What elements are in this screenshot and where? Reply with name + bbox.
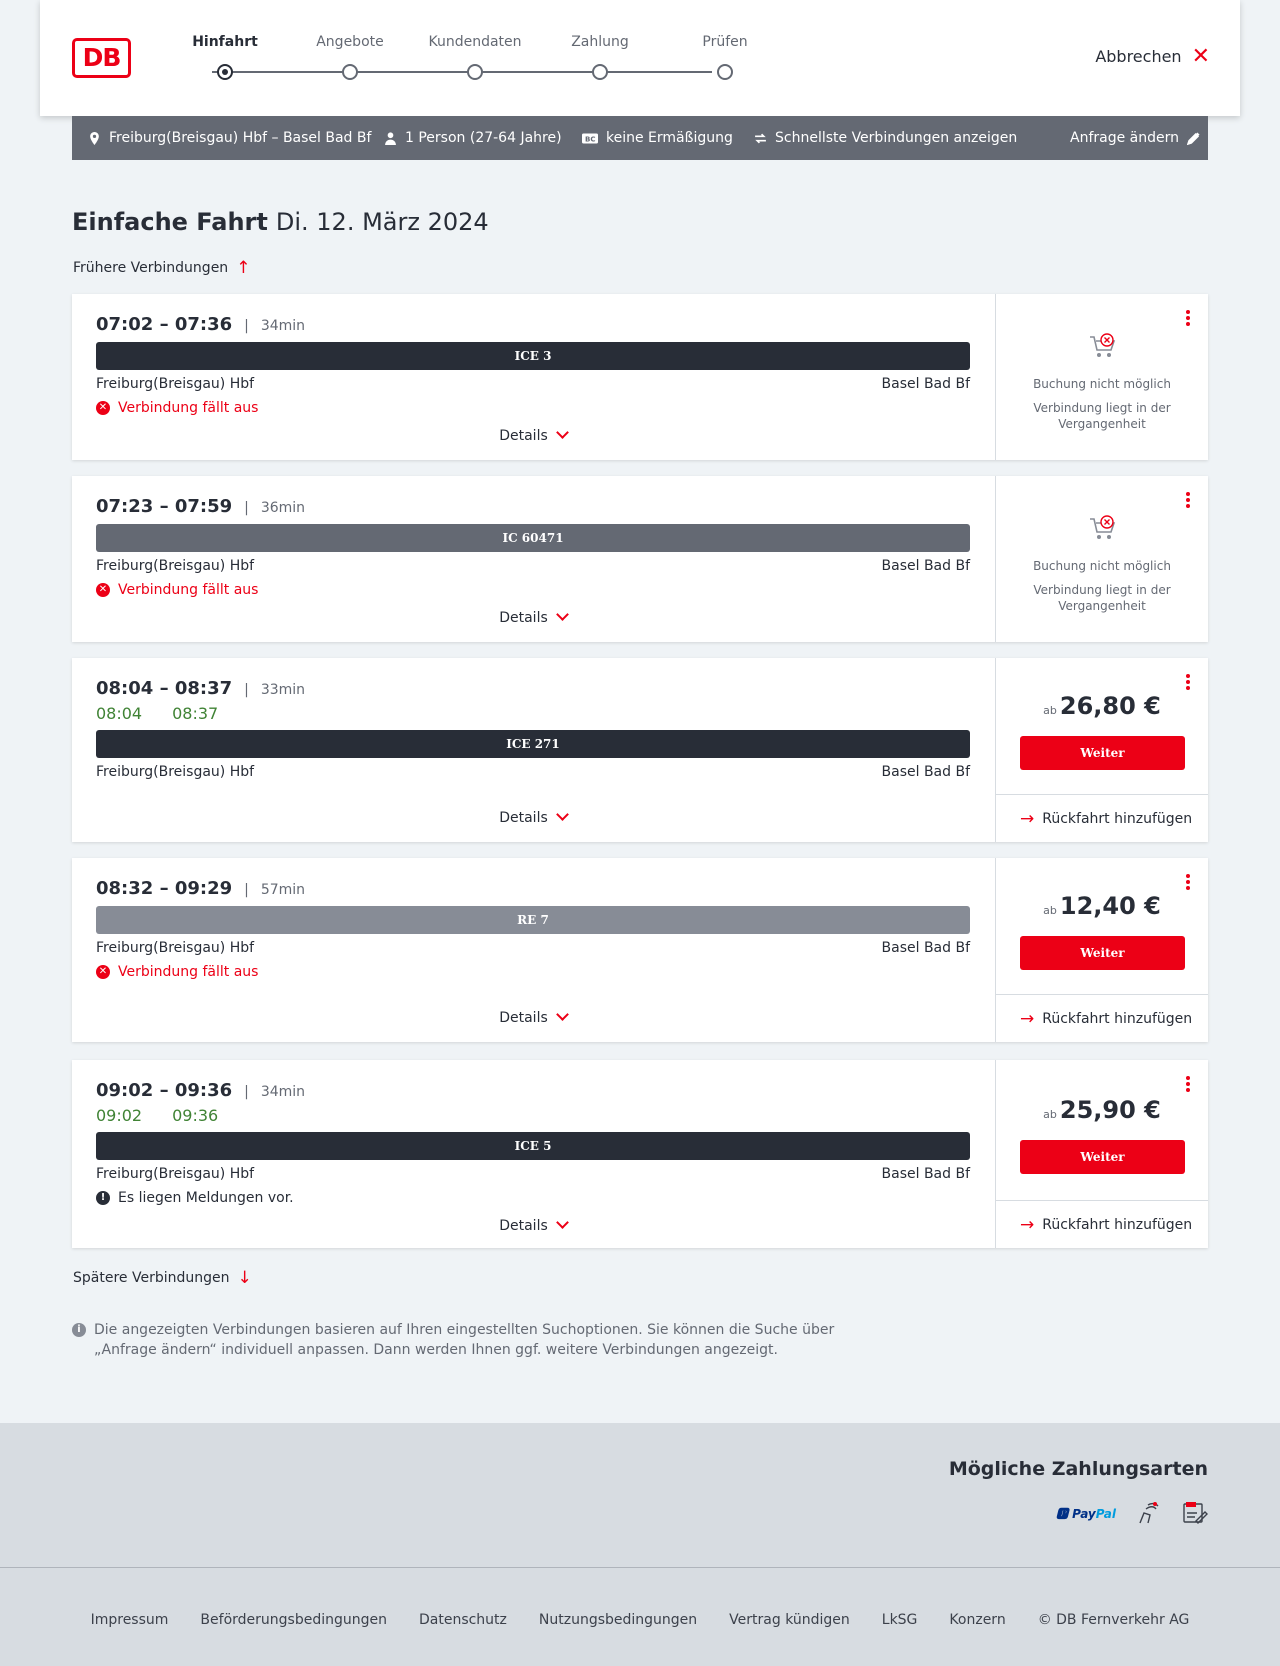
connection-info — [72, 858, 994, 1042]
connection-info — [72, 294, 994, 460]
cancellation-message: ✕ Verbindung fällt aus — [96, 400, 258, 416]
footer-link-befoerderungsbedingungen[interactable]: Beförderungsbedingungen — [200, 1612, 387, 1628]
query-bar — [72, 116, 1208, 160]
footer-copyright: © DB Fernverkehr AG — [1037, 1612, 1190, 1628]
footer-link-datenschutz[interactable]: Datenschutz — [418, 1612, 507, 1628]
chevron-down-icon — [556, 426, 569, 439]
step-zahlung: Zahlung — [545, 34, 655, 50]
add-return-trip-button[interactable]: → Rückfahrt hinzufügen — [996, 794, 1208, 842]
step-dot — [717, 64, 733, 80]
chevron-down-icon — [556, 608, 569, 621]
more-options-icon[interactable] — [1186, 674, 1190, 692]
details-toggle[interactable]: Details — [72, 428, 994, 444]
db-logo[interactable]: DB — [72, 38, 131, 78]
connection-time: 09:02 – 09:36 | 34min — [96, 1080, 306, 1101]
payment-icons — [1056, 1501, 1208, 1525]
arrow-down-icon: ↓ — [237, 1268, 252, 1288]
continue-button[interactable]: Weiter — [1020, 936, 1185, 970]
realtime-times: 08:04 08:37 — [96, 704, 219, 723]
continue-button[interactable]: Weiter — [1020, 1140, 1185, 1174]
connection-card — [72, 658, 1208, 842]
connection-card — [72, 294, 1208, 460]
arrow-right-icon: → — [1020, 1214, 1035, 1235]
train-bar: ICE 271 — [96, 730, 970, 758]
step-dot — [342, 64, 358, 80]
credit-card-contactless-icon — [1136, 1501, 1162, 1525]
footer-link-impressum[interactable]: Impressum — [90, 1612, 169, 1628]
more-options-icon[interactable] — [1186, 492, 1190, 510]
page-title: Einfache Fahrt Di. 12. März 2024 — [72, 208, 489, 236]
add-return-trip-button[interactable]: → Rückfahrt hinzufügen — [996, 1200, 1208, 1248]
progress-line — [212, 71, 712, 73]
departure-station: Freiburg(Breisgau) Hbf — [96, 940, 255, 956]
booking-panel — [995, 1060, 1208, 1248]
query-discount: BC keine Ermäßigung — [582, 130, 733, 146]
arrival-station: Basel Bad Bf — [881, 558, 970, 574]
header — [40, 0, 1240, 116]
arrival-station: Basel Bad Bf — [881, 940, 970, 956]
location-pin-icon — [88, 132, 101, 145]
price: ab 12,40 € — [1043, 892, 1161, 920]
footer-link-vertrag-kuendigen[interactable]: Vertrag kündigen — [729, 1612, 850, 1628]
arrow-right-icon: → — [1020, 808, 1035, 829]
person-icon — [384, 132, 397, 145]
step-pruefen: Prüfen — [670, 34, 780, 50]
step-dot — [217, 64, 233, 80]
train-bar: IC 60471 — [96, 524, 970, 552]
arrival-station: Basel Bad Bf — [881, 1166, 970, 1182]
details-toggle[interactable]: Details — [72, 610, 994, 626]
booking-panel — [995, 658, 1208, 842]
footer-link-konzern[interactable]: Konzern — [949, 1612, 1006, 1628]
pencil-icon — [1187, 132, 1200, 145]
booking-status: Buchung nicht möglich — [1033, 377, 1171, 391]
cancellation-message: ✕ Verbindung fällt aus — [96, 964, 258, 980]
chevron-down-icon — [556, 1008, 569, 1021]
paypal-icon: 🅿 PayPal — [1055, 1506, 1116, 1521]
arrow-right-icon: → — [1020, 1008, 1035, 1029]
departure-station: Freiburg(Breisgau) Hbf — [96, 764, 255, 780]
exclamation-icon: ! — [96, 1191, 110, 1205]
train-bar: ICE 3 — [96, 342, 970, 370]
details-toggle[interactable]: Details — [72, 1010, 994, 1026]
chevron-down-icon — [556, 808, 569, 821]
later-connections-link[interactable]: Spätere Verbindungen ↓ — [73, 1268, 252, 1288]
train-bar: RE 7 — [96, 906, 970, 934]
booking-panel — [995, 294, 1208, 460]
footer-link-lksg[interactable]: LkSG — [881, 1612, 918, 1628]
departure-station: Freiburg(Breisgau) Hbf — [96, 558, 255, 574]
progress-steps — [170, 34, 748, 84]
cancel-button[interactable]: Abbrechen ✕ — [1095, 43, 1210, 69]
more-options-icon[interactable] — [1186, 874, 1190, 892]
step-hinfahrt: Hinfahrt — [170, 34, 280, 50]
booking-panel — [995, 476, 1208, 642]
step-angebote: Angebote — [295, 34, 405, 50]
sepa-icon — [1182, 1501, 1208, 1525]
query-option: Schnellste Verbindungen anzeigen — [754, 130, 1017, 146]
details-toggle[interactable]: Details — [72, 810, 994, 826]
error-icon: ✕ — [96, 965, 110, 979]
chevron-down-icon — [556, 1216, 569, 1229]
step-kundendaten: Kundendaten — [420, 34, 530, 50]
step-dot — [467, 64, 483, 80]
more-options-icon[interactable] — [1186, 1076, 1190, 1094]
add-return-trip-button[interactable]: → Rückfahrt hinzufügen — [996, 994, 1208, 1042]
details-toggle[interactable]: Details — [72, 1218, 994, 1234]
arrow-up-icon: ↑ — [236, 258, 251, 278]
connection-info — [72, 1060, 994, 1248]
cancellation-message: ✕ Verbindung fällt aus — [96, 582, 258, 598]
footer-link-nutzungsbedingungen[interactable]: Nutzungsbedingungen — [538, 1612, 698, 1628]
booking-panel — [995, 858, 1208, 1042]
info-icon: i — [72, 1323, 86, 1337]
earlier-connections-link[interactable]: Frühere Verbindungen ↑ — [73, 258, 251, 278]
svg-text:BC: BC — [585, 135, 596, 143]
connection-info — [72, 476, 994, 642]
realtime-times: 09:02 09:36 — [96, 1106, 219, 1125]
continue-button[interactable]: Weiter — [1020, 736, 1185, 770]
connection-time: 08:04 – 08:37 | 33min — [96, 678, 306, 699]
step-dot — [592, 64, 608, 80]
footer-links — [0, 1568, 1280, 1628]
arrival-station: Basel Bad Bf — [881, 376, 970, 392]
bahncard-icon — [582, 132, 598, 145]
departure-station: Freiburg(Breisgau) Hbf — [96, 376, 255, 392]
connection-time: 07:02 – 07:36 | 34min — [96, 314, 306, 335]
connection-time: 08:32 – 09:29 | 57min — [96, 878, 306, 899]
query-persons: 1 Person (27-64 Jahre) — [384, 130, 562, 146]
payment-methods-section — [0, 1423, 1280, 1568]
departure-station: Freiburg(Breisgau) Hbf — [96, 1166, 255, 1182]
price: ab 26,80 € — [1043, 692, 1161, 720]
change-query-button[interactable]: Anfrage ändern — [1070, 130, 1200, 146]
error-icon: ✕ — [96, 401, 110, 415]
booking-reason: Verbindung liegt in der Vergangenheit — [1033, 401, 1171, 431]
cart-unavailable-icon — [1088, 332, 1118, 360]
booking-reason: Verbindung liegt in der Vergangenheit — [1033, 583, 1171, 613]
connection-card — [72, 858, 1208, 1042]
error-icon: ✕ — [96, 583, 110, 597]
query-route: Freiburg(Breisgau) Hbf – Basel Bad Bf — [88, 130, 371, 146]
info-note: i Die angezeigten Verbindungen basieren auf Ihren eingestellten Suchoptionen. Sie können die Suche über „Anfrage ändern“ individuell anpassen. Dann werden Ihnen ggf. weitere Verbindungen angezeigt. — [72, 1320, 852, 1360]
close-icon: ✕ — [1191, 43, 1210, 69]
notice-message: ! Es liegen Meldungen vor. — [96, 1190, 294, 1206]
connection-time: 07:23 – 07:59 | 36min — [96, 496, 306, 517]
arrival-station: Basel Bad Bf — [881, 764, 970, 780]
connection-info — [72, 658, 994, 842]
price: ab 25,90 € — [1043, 1096, 1161, 1124]
booking-status: Buchung nicht möglich — [1033, 559, 1171, 573]
connection-card — [72, 476, 1208, 642]
train-bar: ICE 5 — [96, 1132, 970, 1160]
payment-title: Mögliche Zahlungsarten — [948, 1458, 1208, 1480]
footer — [0, 1568, 1280, 1666]
swap-arrows-icon — [754, 132, 767, 145]
more-options-icon[interactable] — [1186, 310, 1190, 328]
connection-card — [72, 1060, 1208, 1248]
cart-unavailable-icon — [1088, 514, 1118, 542]
